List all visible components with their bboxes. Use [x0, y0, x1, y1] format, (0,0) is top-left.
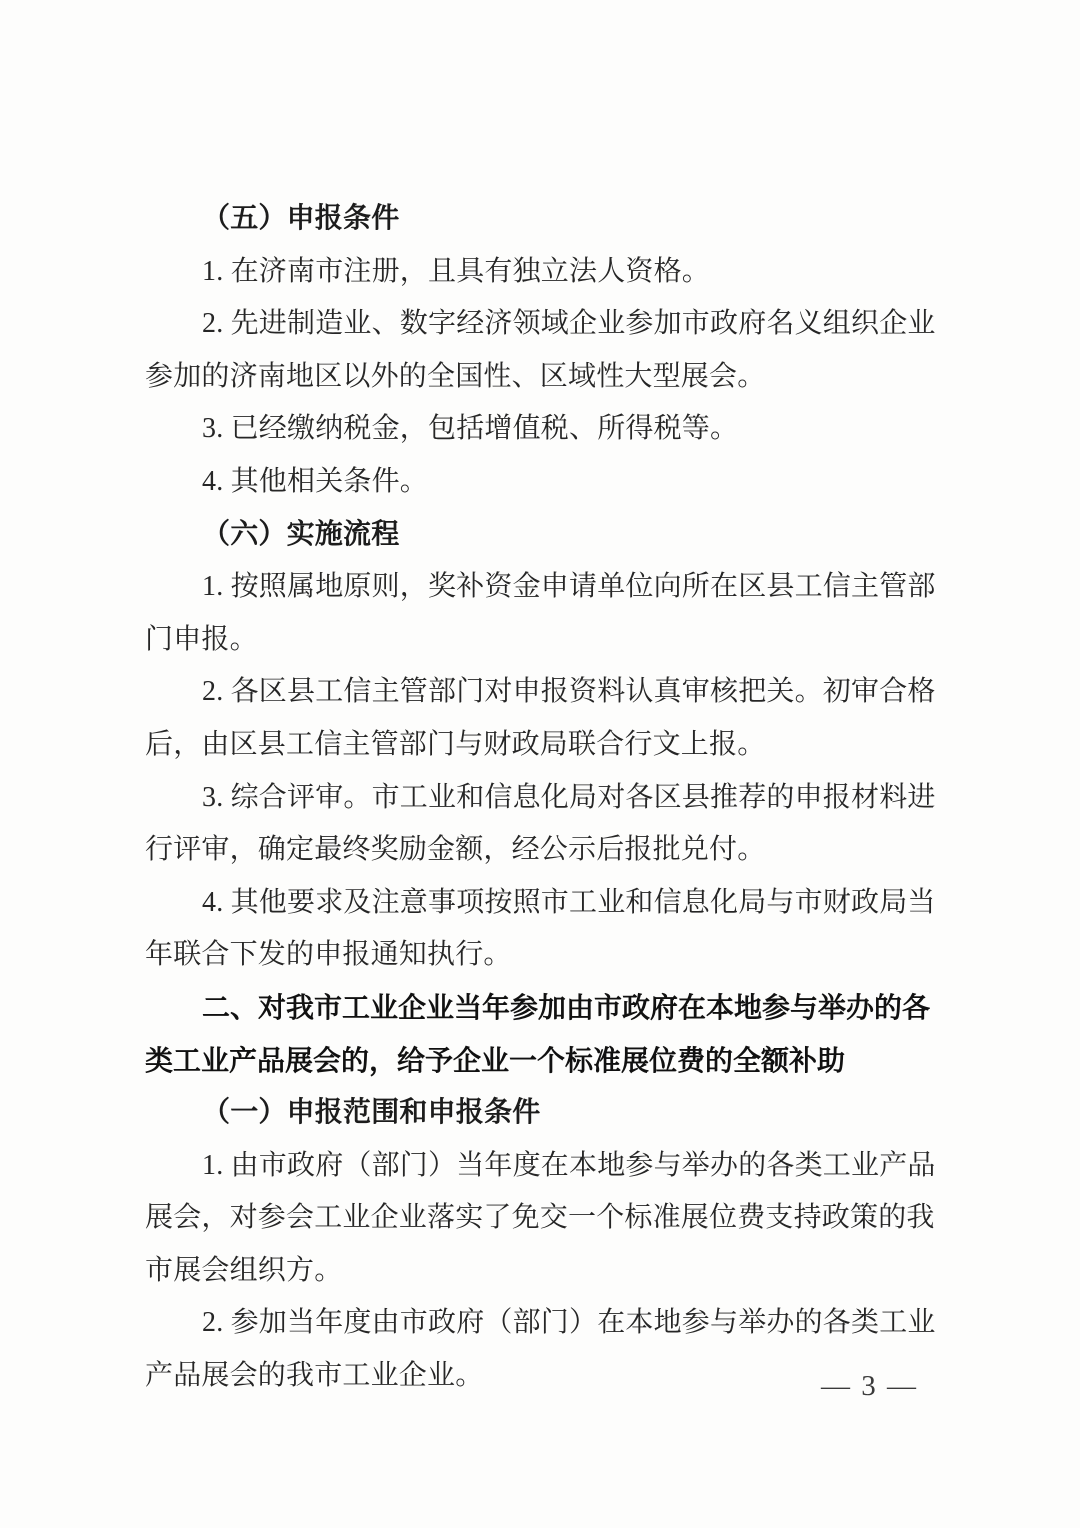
item-6-3-line-1: 3. 综合评审。市工业和信息化局对各区县推荐的申报材料进 — [202, 781, 936, 813]
item-6-1-line-2: 门申报。 — [145, 623, 258, 655]
heading-part-2-line-1: 二、对我市工业企业当年参加由市政府在本地参与举办的各 — [202, 991, 931, 1023]
heading-section-6: （六）实施流程 — [202, 518, 400, 550]
heading-section-1: （一）申报范围和申报条件 — [202, 1097, 541, 1129]
item-6-1-line-1: 1. 按照属地原则，奖补资金申请单位向所在区县工信主管部 — [202, 571, 936, 603]
item-6-2-line-1: 2. 各区县工信主管部门对申报资料认真审核把关。初审合格 — [202, 676, 936, 708]
item-1-1-line-1: 1. 由市政府（部门）当年度在本地参与举办的各类工业产品 — [202, 1149, 936, 1181]
item-1-1-line-2: 展会，对参会工业企业落实了免交一个标准展位费支持政策的我 — [145, 1202, 935, 1234]
item-5-2-line-1: 2. 先进制造业、数字经济领域企业参加市政府名义组织企业 — [202, 308, 936, 340]
item-5-1: 1. 在济南市注册，且具有独立法人资格。 — [202, 255, 711, 287]
page-number: — 3 — — [821, 1370, 918, 1402]
item-6-4-line-1: 4. 其他要求及注意事项按照市工业和信息化局与市财政局当 — [202, 886, 936, 918]
item-6-4-line-2: 年联合下发的申报通知执行。 — [145, 939, 512, 971]
heading-section-5: （五）申报条件 — [202, 203, 400, 234]
item-6-2-line-2: 后，由区县工信主管部门与财政局联合行文上报。 — [145, 728, 766, 760]
heading-part-2-line-2: 类工业产品展会的，给予企业一个标准展位费的全额补助 — [145, 1044, 846, 1076]
item-5-4: 4. 其他相关条件。 — [202, 465, 429, 497]
item-6-3-line-2: 行评审，确定最终奖励金额，经公示后报批兑付。 — [145, 834, 766, 866]
document-body — [145, 193, 937, 1403]
item-1-2-line-2: 产品展会的我市工业企业。 — [145, 1360, 484, 1392]
item-1-1-line-3: 市展会组织方。 — [145, 1254, 343, 1286]
item-1-2-line-1: 2. 参加当年度由市政府（部门）在本地参与举办的各类工业 — [202, 1307, 936, 1339]
item-5-3: 3. 已经缴纳税金，包括增值税、所得税等。 — [202, 413, 739, 445]
item-5-2-line-2: 参加的济南地区以外的全国性、区域性大型展会。 — [145, 360, 766, 392]
